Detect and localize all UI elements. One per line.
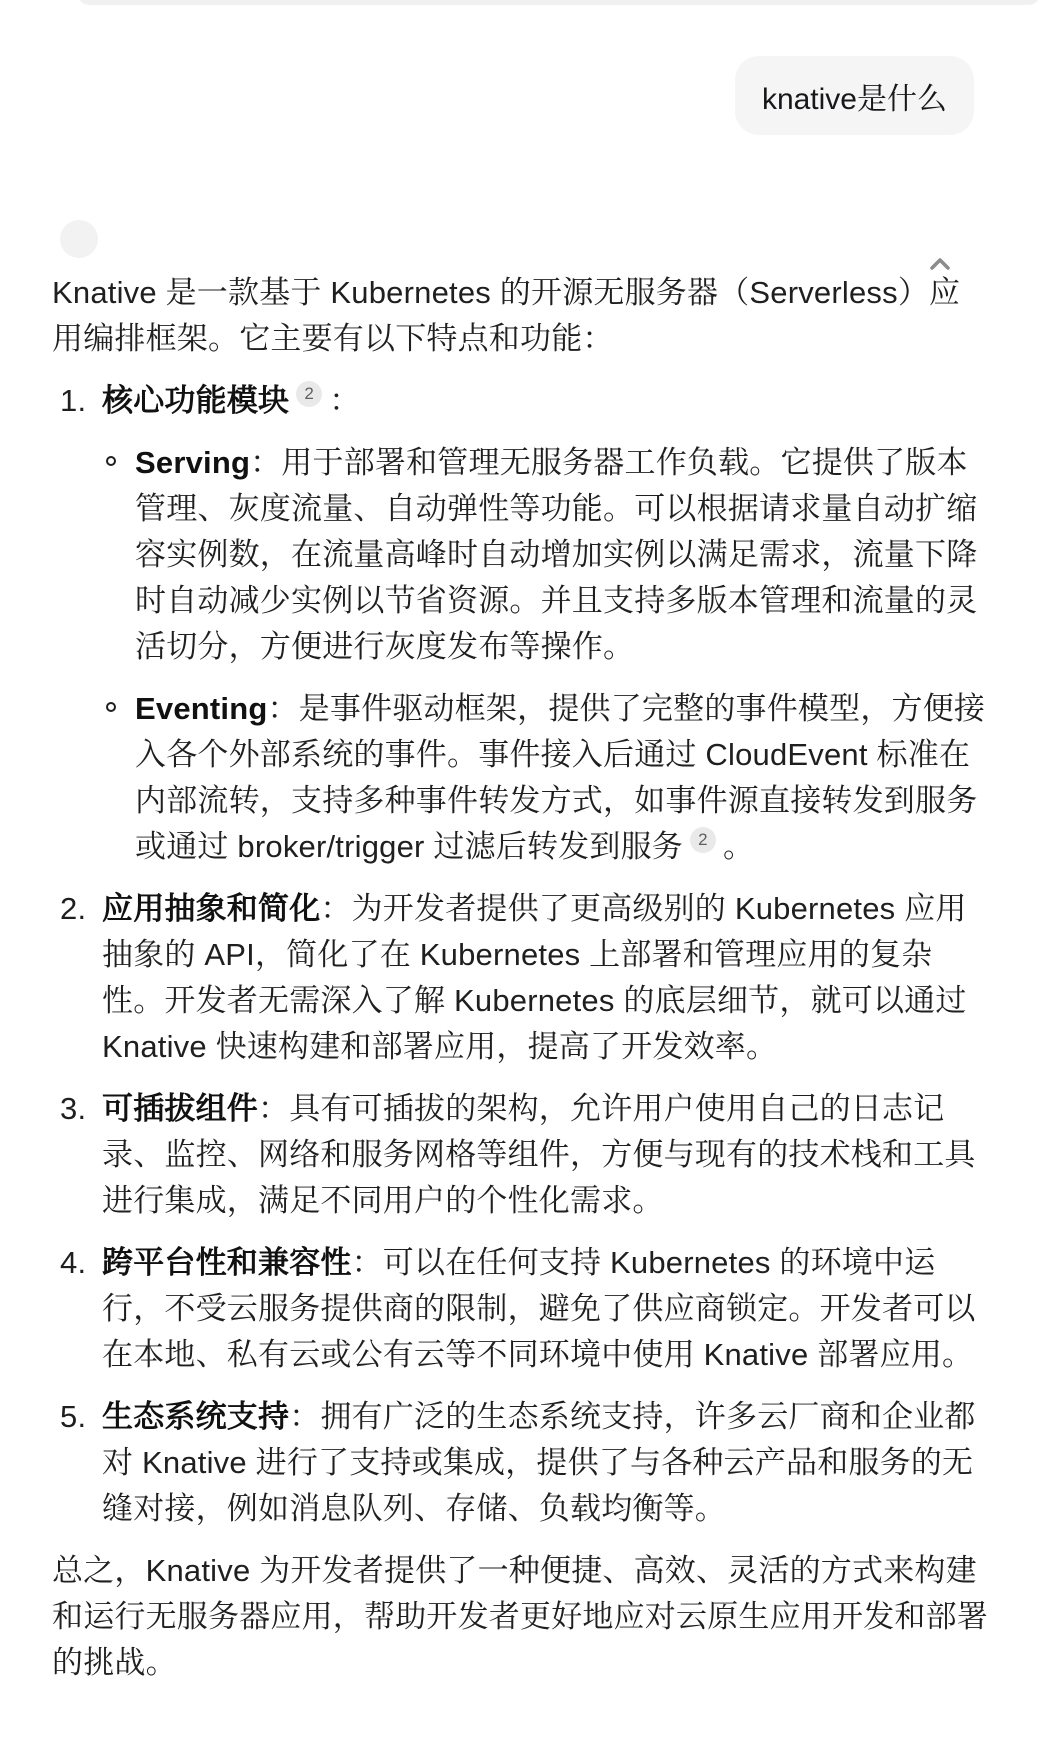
text-run: ：用于部署和管理无服务器工作负载。它提供了版本管理、灰度流量、自动弹性等功能。可以根据请求量自动扩缩容实例数，在流量高峰时自动增加实例以满足需求，流量下降时自动减少实例以节省资源。并且支持多版本管理和流量的灵活切分，方便进行灰度发布等操作。: [135, 445, 978, 664]
list-item: [52, 378, 990, 870]
text-run: ：: [329, 383, 361, 418]
list-item: [52, 1240, 990, 1378]
term-bold: 生态系统支持: [102, 1399, 290, 1434]
text-run: ：为开发者提供了更高级别的 Kubernetes 应用抽象的 API，简化了在 Kubernetes 上部署和管理应用的复杂性。开发者无需深入了解 Kubernetes 的底层细节，就可以通过 Knative 快速构建和部署应用，提高了开发效率。: [102, 891, 967, 1064]
paragraph: [52, 270, 990, 362]
text-run: ：是事件驱动框架，提供了完整的事件模型，方便接入各个外部系统的事件。事件接入后通过 CloudEvent 标准在内部流转，支持多种事件转发方式，如事件源直接转发到服务或通过 broker/trigger 过滤后转发到服务: [135, 691, 986, 864]
paragraph: [52, 1548, 990, 1686]
text-run: ：具有可插拔的架构，允许用户使用自己的日志记录、监控、网络和服务网格等组件，方便与现有的技术栈和工具进行集成，满足不同用户的个性化需求。: [102, 1091, 976, 1218]
assistant-message: [52, 270, 990, 1686]
term-bold: 应用抽象和简化: [102, 891, 321, 926]
list-item: [52, 1394, 990, 1532]
user-message-bubble[interactable]: knative是什么: [735, 56, 974, 135]
term-bold: Eventing: [135, 691, 268, 726]
bullet-circle-icon: [106, 456, 116, 466]
citation-badge[interactable]: 2: [690, 827, 716, 853]
assistant-avatar: [60, 220, 98, 258]
feature-list: [52, 378, 990, 1532]
sub-list-item: [102, 686, 990, 870]
list-number: 5.: [60, 1399, 87, 1434]
chevron-up-icon: [930, 257, 950, 270]
term-bold: Serving: [135, 445, 251, 480]
list-number: 3.: [60, 1091, 87, 1126]
list-number: 4.: [60, 1245, 87, 1280]
sub-feature-list: [102, 440, 990, 870]
sub-list-item: [102, 440, 990, 670]
previous-message-remnant: [78, 0, 1040, 5]
list-number: 1.: [60, 383, 87, 418]
text-run: Knative 是一款基于 Kubernetes 的开源无服务器（Serverless）应用编排框架。它主要有以下特点和功能：: [52, 275, 961, 356]
list-number: 2.: [60, 891, 87, 926]
citation-badge[interactable]: 2: [296, 381, 322, 407]
term-bold: 核心功能模块: [102, 383, 290, 418]
term-bold: 跨平台性和兼容性: [102, 1245, 352, 1280]
text-run: 总之，Knative 为开发者提供了一种便捷、高效、灵活的方式来构建和运行无服务器应用，帮助开发者更好地应对云原生应用开发和部署的挑战。: [52, 1553, 988, 1680]
list-item: [52, 886, 990, 1070]
term-bold: 可插拔组件: [102, 1091, 258, 1126]
list-item: [52, 1086, 990, 1224]
text-run: ：可以在任何支持 Kubernetes 的环境中运行，不受云服务提供商的限制，避免了供应商锁定。开发者可以在本地、私有云或公有云等不同环境中使用 Knative 部署应用。: [102, 1245, 976, 1372]
text-run: 。: [722, 829, 755, 864]
text-run: ：拥有广泛的生态系统支持，许多云厂商和企业都对 Knative 进行了支持或集成，提供了与各种云产品和服务的无缝对接，例如消息队列、存储、负载均衡等。: [102, 1399, 976, 1526]
bullet-circle-icon: [106, 702, 116, 712]
